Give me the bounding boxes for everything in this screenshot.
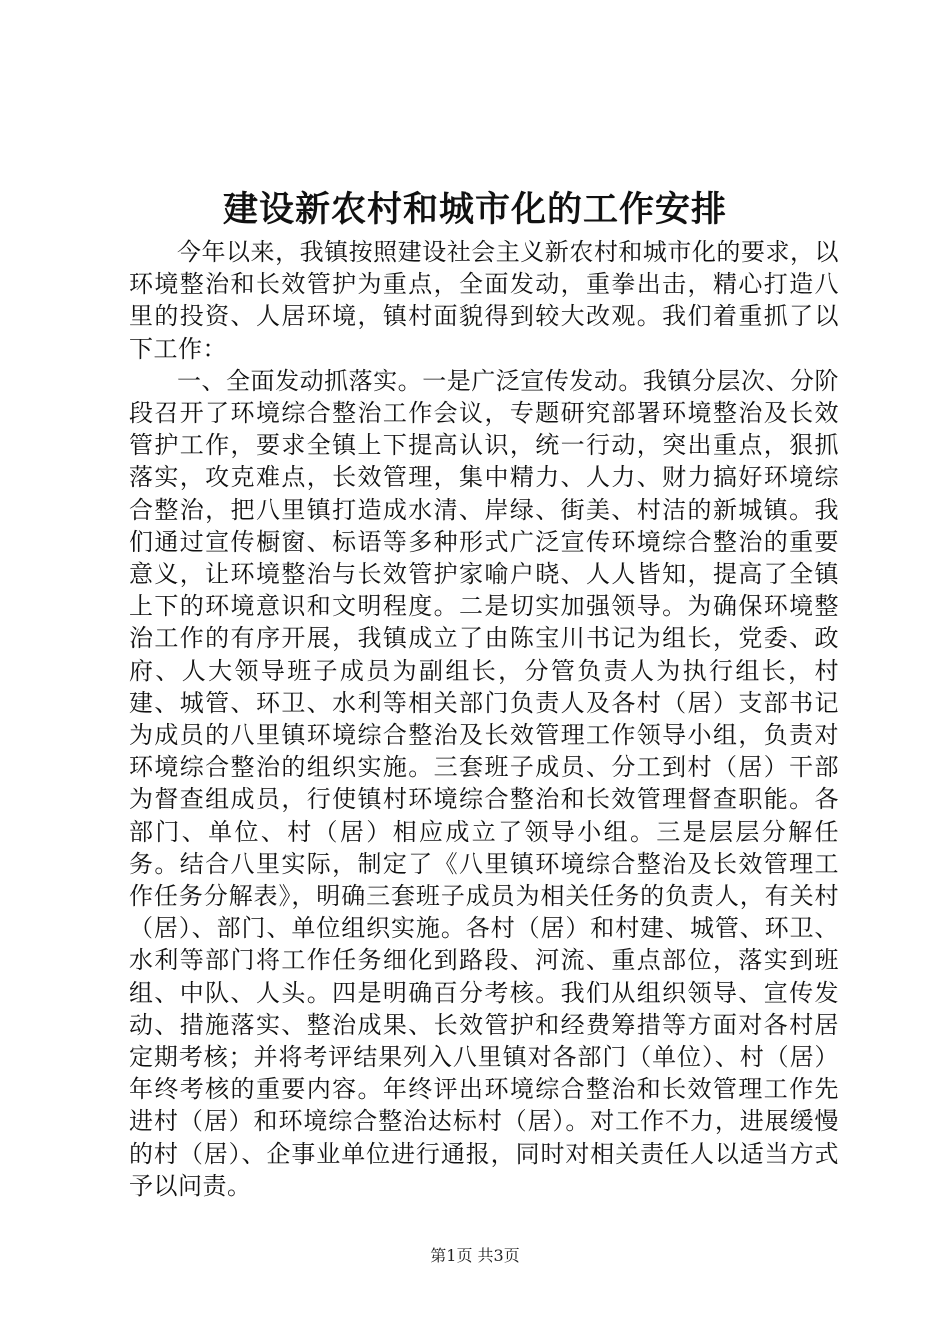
paragraph-intro: 今年以来，我镇按照建设社会主义新农村和城市化的要求，以环境整治和长效管护为重点，全面发动，重拳出击，精心打造八里的投资、人居环境，镇村面貌得到较大改观。我们着重抓了以下工作： — [129, 238, 839, 363]
document-title: 建设新农村和城市化的工作安排 — [222, 189, 727, 230]
paragraph-section-one: 一、全面发动抓落实。一是广泛宣传发动。我镇分层次、分阶段召开了环境综合整治工作会议，专题研究部署环境整治及长效管护工作，要求全镇上下提高认识，统一行动，突出重点，狠抓落实，攻克难点，长效管理，集中精力、人力、财力搞好环境综合整治，把八里镇打造成水清、岸绿、街美、村洁的新城镇。我们通过宣传橱窗、标语等多种形式广泛宣传环境综合整治的重要意义，让环境整治与长效管护家喻户晓、人人皆知，提高了全镇上下的环境意识和文明程度。二是切实加强领导。为确保环境整治工作的有序开展，我镇成立了由陈宝川书记为组长，党委、政府、人大领导班子成员为副组长，分管负责人为执行组长，村建、城管、环卫、水利等相关部门负责人及各村（居）支部书记为成员的八里镇环境综合整治及长效管理工作领导小组，负责对环境综合整治的组织实施。三套班子成员、分工到村（居）干部为督查组成员，行使镇村环境综合整治和长效管理督查职能。各部门、单位、村（居）相应成立了领导小组。三是层层分解任务。结合八里实际，制定了《八里镇环境综合整治及长效管理工作任务分解表》，明确三套班子成员为相关任务的负责人，有关村（居）、部门、单位组织实施。各村（居）和村建、城管、环卫、水利等部门将工作任务细化到路段、河流、重点部位，落实到班组、中队、人头。四是明确百分考核。我们从组织领导、宣传发动、措施落实、整治成果、长效管护和经费筹措等方面对各村居定期考核；并将考评结果列入八里镇对各部门（单位）、村（居）年终考核的重要内容。年终评出环境综合整治和长效管理工作先进村（居）和环境综合整治达标村（居）。对工作不力，进展缓慢的村（居）、企事业单位进行通报，同时对相关责任人以适当方式予以问责。 — [129, 366, 839, 1200]
page-footer: 第1页 共3页 — [430, 1246, 520, 1265]
document-body — [129, 236, 839, 1202]
